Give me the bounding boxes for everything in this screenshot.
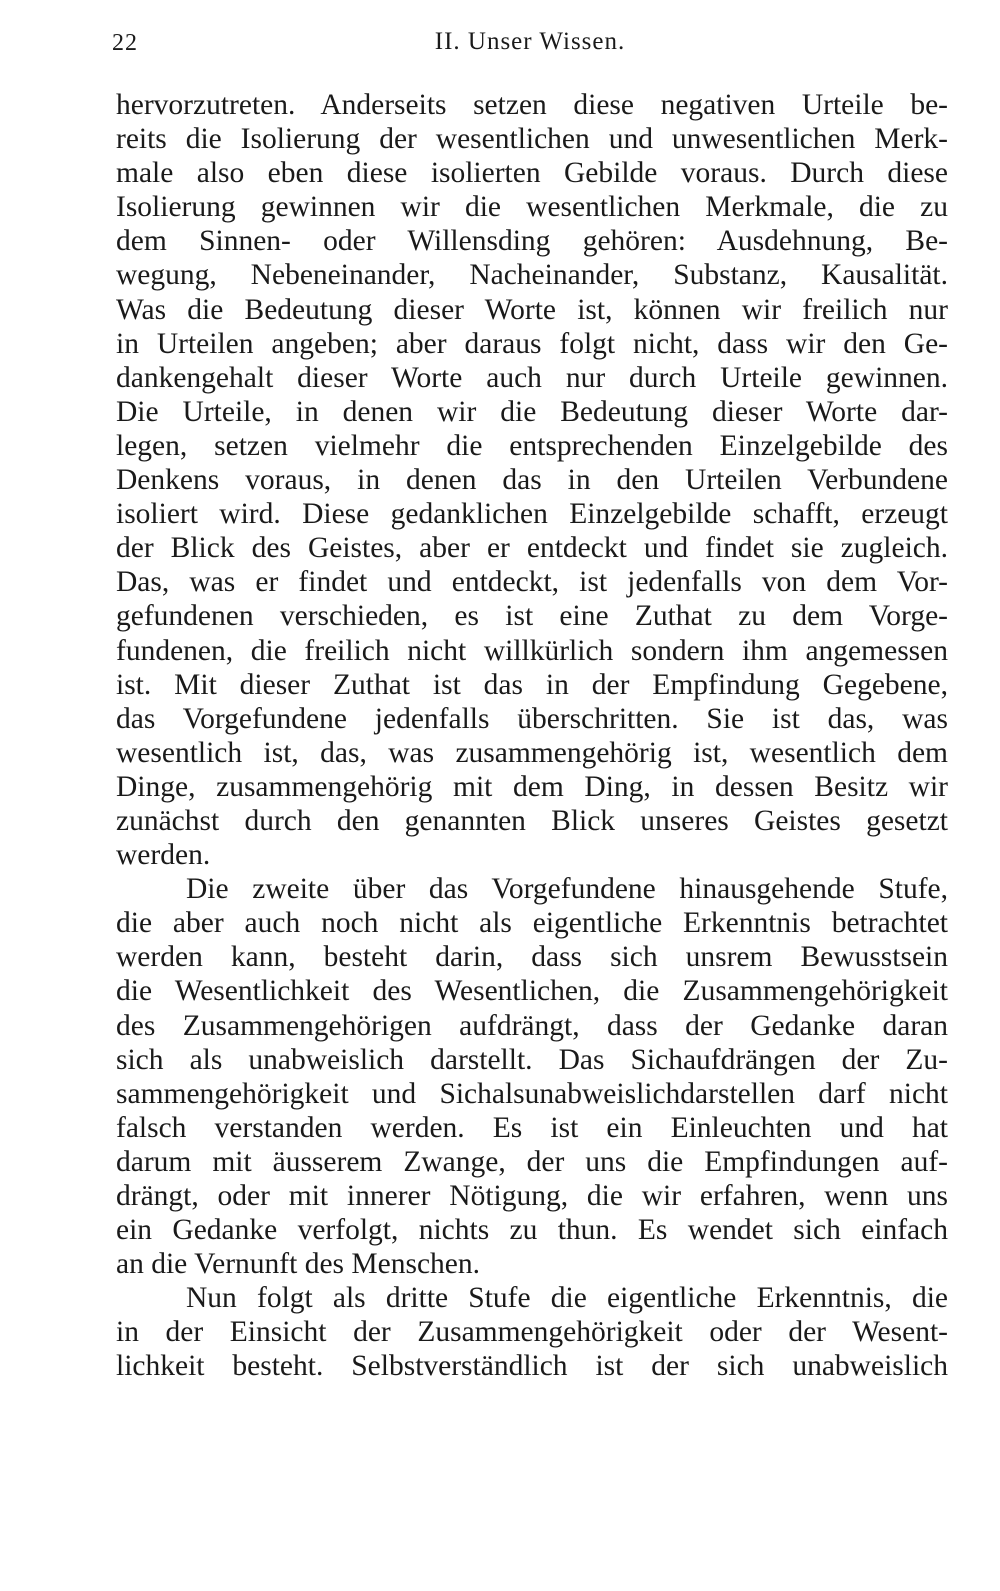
text-line: ist. Mit dieser Zuthat ist das in der Empfindung Gegebene, — [116, 668, 948, 701]
text-line: drängt, oder mit innerer Nötigung, die wir erfahren, wenn uns — [116, 1180, 948, 1212]
text-line: isoliert wird. Diese gedanklichen Einzelgebilde schafft, erzeugt — [116, 498, 948, 531]
text-line: fundenen, die freilich nicht willkürlich sondern ihm angemessen — [116, 634, 948, 667]
text-line: dankengehalt dieser Worte auch nur durch Urteile gewinnen. — [116, 361, 948, 394]
text-line: in der Einsicht der Zusammengehörigkeit oder der Wesent- — [116, 1316, 948, 1349]
text-line: lichkeit besteht. Selbstverständlich ist der sich unabweislich — [116, 1350, 948, 1383]
text-line: reits die Isolierung der wesentlichen und unwesentlichen Merk- — [116, 123, 948, 156]
text-line: Denkens voraus, in denen das in den Urteilen Verbundene — [116, 464, 948, 497]
text-line: Dinge, zusammengehörig mit dem Ding, in dessen Besitz wir — [116, 770, 948, 803]
text-line: der Blick des Geistes, aber er entdeckt und findet sie zugleich. — [116, 532, 948, 565]
text-line: zunächst durch den genannten Blick unseres Geistes gesetzt — [116, 804, 948, 837]
page-number: 22 — [112, 30, 138, 56]
text-line: wesentlich ist, das, was zusammengehörig ist, wesentlich dem — [116, 736, 948, 769]
text-line: sammengehörigkeit und Sichalsunabweislichdarstellen darf nicht — [116, 1077, 948, 1110]
text-line: darum mit äusserem Zwange, der uns die Empfindungen auf- — [116, 1145, 948, 1178]
text-line: male also eben diese isolierten Gebilde voraus. Durch diese — [116, 157, 948, 190]
text-line: das Vorgefundene jedenfalls überschritten. Sie ist das, was — [116, 702, 948, 735]
text-line: wegung, Nebeneinander, Nacheinander, Substanz, Kausalität. — [116, 259, 948, 292]
text-line: sich als unabweislich darstellt. Das Sichaufdrängen der Zu- — [116, 1043, 948, 1076]
body-text — [116, 88, 948, 1384]
paragraph-start-line: Die zweite über das Vorgefundene hinausgehende Stufe, — [186, 873, 948, 906]
text-line: des Zusammengehörigen aufdrängt, dass der Gedanke daran — [116, 1009, 948, 1042]
text-line: Was die Bedeutung dieser Worte ist, können wir freilich nur — [116, 293, 948, 326]
text-line: Die Urteile, in denen wir die Bedeutung dieser Worte dar- — [116, 395, 948, 428]
text-line: gefundenen verschieden, es ist eine Zuthat zu dem Vorge- — [116, 600, 948, 633]
text-line: falsch verstanden werden. Es ist ein Einleuchten und hat — [116, 1111, 948, 1144]
text-line: werden kann, besteht darin, dass sich unsrem Bewusstsein — [116, 941, 948, 974]
text-line: die aber auch noch nicht als eigentliche Erkenntnis betrachtet — [116, 907, 948, 940]
text-line: legen, setzen vielmehr die entsprechenden Einzelgebilde des — [116, 429, 948, 462]
text-line: die Wesentlichkeit des Wesentlichen, die Zusammengehörigkeit — [116, 975, 948, 1008]
text-line: Das, was er findet und entdeckt, ist jedenfalls von dem Vor- — [116, 566, 948, 599]
text-line: ein Gedanke verfolgt, nichts zu thun. Es wendet sich einfach — [116, 1214, 948, 1247]
text-line: dem Sinnen- oder Willensding gehören: Ausdehnung, Be- — [116, 225, 948, 258]
paragraph-start-line: Nun folgt als dritte Stufe die eigentliche Erkenntnis, die — [186, 1282, 948, 1315]
paragraph-end-line: an die Vernunft des Menschen. — [116, 1248, 481, 1281]
page-header — [112, 24, 948, 64]
paragraph-end-line: werden. — [116, 839, 211, 872]
text-line: Isolierung gewinnen wir die wesentlichen Merkmale, die zu — [116, 191, 948, 224]
running-title: II. Unser Wissen. — [434, 28, 626, 55]
text-line: in Urteilen angeben; aber daraus folgt nicht, dass wir den Ge- — [116, 327, 948, 360]
text-line: hervorzutreten. Anderseits setzen diese negativen Urteile be- — [116, 89, 948, 121]
